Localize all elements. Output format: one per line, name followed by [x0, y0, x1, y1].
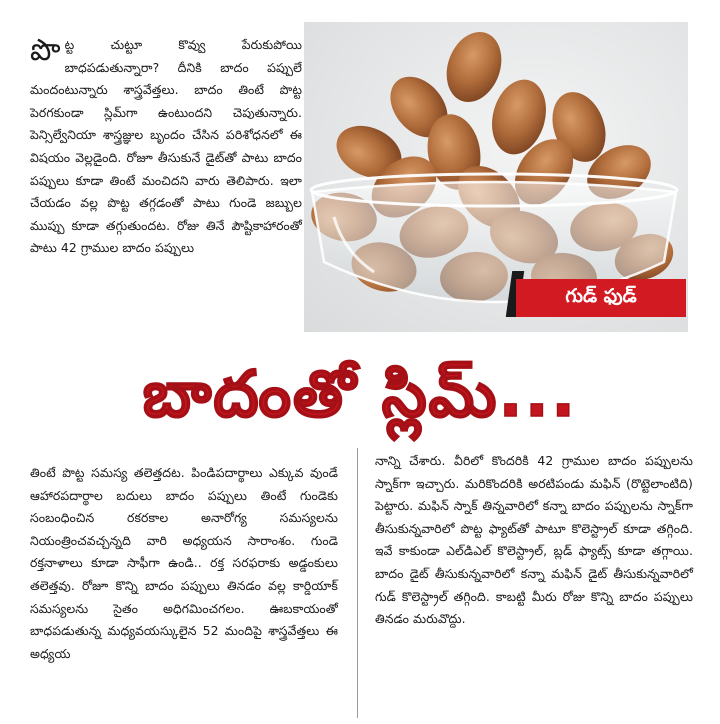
right-column-text: నాన్ని చేశారు. వీరిలో కొందరికి 42 గ్రాముల బాదం పప్పులను స్నాక్‌గా ఇచ్చారు. మరికొందరికి అరటిపండు మఫిన్ (రొట్టెలాంటిది) పెట్టారు. మఫిన్ స్నాక్ తిన్నవారిలో కన్నా బాదం పప్పులను స్నాక్‌గా తీసుకున్నవారిలో పొట్ట ఫ్యాట్‌తో పాటూ కొలెస్ట్రాల్ కూడా తగ్గింది. ఇవే కాకుండా ఎల్‌డిఎల్ కొలెస్ట్రాల్, బ్లడ్ ఫ్యాట్స్ కూడా తగ్గాయి. బాదం డైట్ తీసుకున్నవారిలో కన్నా మఫిన్ డైట్ తీసుకున్నవారిలో గుడ్ కొలెస్ట్రాల్ తగ్గింది. కాబట్టి మీరు రోజు కొన్ని బాదం పప్పులు తినడం మరువొద్దు. — [375, 453, 693, 627]
headline: బాదంతో స్లిమ్... — [142, 358, 578, 432]
drop-cap: పొ — [30, 33, 61, 68]
column-divider — [357, 448, 358, 718]
right-column — [375, 450, 693, 631]
left-column — [30, 462, 338, 665]
left-column-text: తింటే పొట్ట సమస్య తలెత్తదట. పిండిపదార్థాలు ఎక్కువ వుండే ఆహారపదార్థాల బదులు బాదం పప్పులు తింటే గుండెకు సంబంధించిన రకరకాల అనారోగ్య సమస్యలను నియంత్రించవచ్చన్నది వారి అధ్యయన సారాంశం. గుండె రక్తనాళాలు కూడా సాఫీగా ఉండి.. రక్త సరఫరాకు అడ్డంకులు తలెత్తవు. రోజూ కొన్ని బాదం పప్పులు తినడం వల్ల కార్డియాక్ సమస్యలను సైతం అధిగమించగలం. ఊబకాయంతో బాధపడుతున్న మధ్యవయస్కులైన 52 మందిపై శాస్త్రవేత్తలు ఈ అధ్యయ — [30, 465, 338, 661]
intro-paragraph — [30, 34, 302, 260]
intro-text: ట్ట చుట్టూ కొవ్వు పేరుకుపోయి బాధపడుతున్నారా? దీనికి బాదం పప్పులే మందంటున్నారు శాస్త్రవేత్తలు. బాదం తింటే పొట్ట పెరగకుండా స్లిమ్‌గా ఉంటుందని చెపుతున్నారు. పెన్సిల్వేనియా శాస్త్రజ్ఞుల బృందం చేసిన పరిశోధనలో ఈ విషయం వెల్లడైంది. రోజూ తీసుకునే డైట్‌తో పాటు బాదం పప్పులు కూడా తింటే మంచిదని వారు తెలిపారు. ఇలా చేయడం వల్ల పొట్ట తగ్గడంతో పాటు గుండె జబ్బుల ముప్పు కూడా తగ్గుతుందట. రోజు తినే పౌష్టికాహారంతో పాటు 42 గ్రాముల బాదం పప్పులు — [30, 37, 302, 256]
section-badge: గుడ్ ఫుడ్ — [516, 279, 686, 317]
